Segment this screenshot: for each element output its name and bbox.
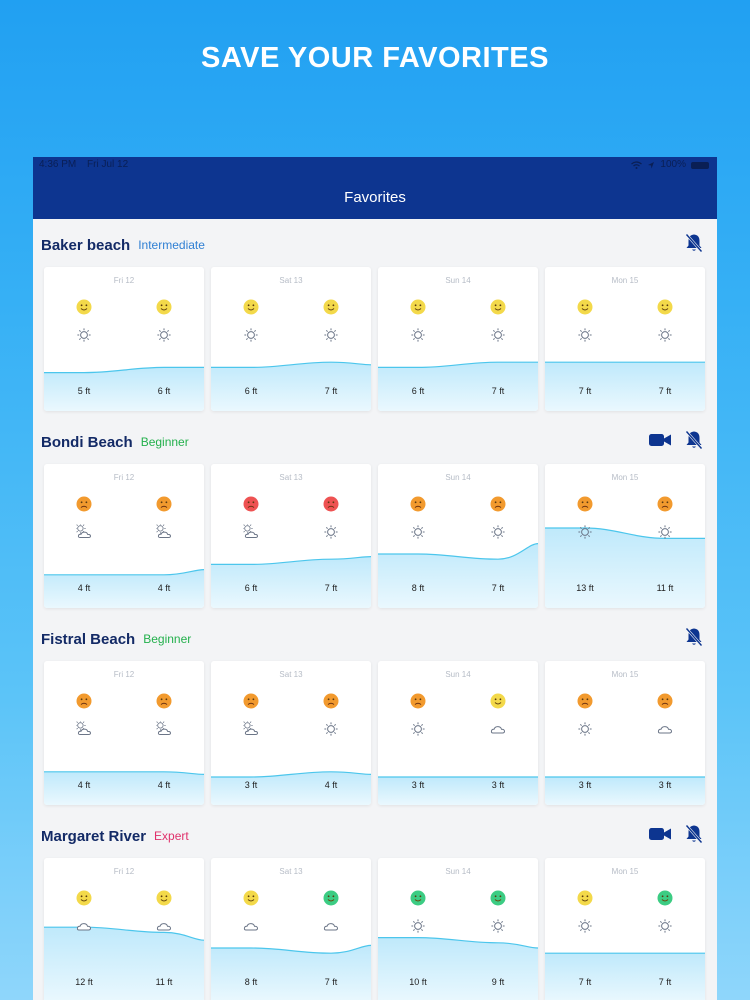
tablet-screen — [33, 157, 717, 1000]
spot-level: Intermediate — [138, 238, 205, 252]
rating-orange-icon — [323, 693, 339, 709]
rating-red-icon — [323, 496, 339, 512]
forecast-day: Sun 14 — [445, 670, 471, 679]
forecast-day: Sat 13 — [279, 473, 303, 482]
forecast-day: Fri 12 — [113, 276, 135, 285]
weather-cloud-icon — [156, 918, 172, 934]
battery-percent: 100% — [660, 159, 686, 170]
forecast-day: Fri 12 — [113, 670, 135, 679]
rating-green-icon — [323, 890, 339, 906]
wave-height: 7 ft — [578, 977, 592, 987]
weather-sun-icon — [577, 918, 593, 934]
forecast-card[interactable] — [378, 661, 538, 805]
forecast-card[interactable] — [378, 464, 538, 608]
forecast-card[interactable] — [44, 267, 204, 411]
rating-yellow-icon — [577, 299, 593, 315]
wave-height: 4 ft — [77, 583, 91, 593]
forecast-day: Sat 13 — [279, 670, 303, 679]
forecast-card[interactable] — [378, 267, 538, 411]
rating-orange-icon — [577, 496, 593, 512]
weather-sun-icon — [323, 524, 339, 540]
wave-height: 8 ft — [411, 583, 425, 593]
rating-orange-icon — [76, 496, 92, 512]
wave-height: 10 ft — [409, 977, 427, 987]
spot-name[interactable]: Baker beach — [41, 236, 131, 254]
spot-header — [41, 627, 703, 651]
wave-height: 6 ft — [244, 386, 258, 396]
forecast-card[interactable] — [44, 858, 204, 1000]
forecast-card[interactable] — [211, 267, 371, 411]
rating-yellow-icon — [577, 890, 593, 906]
wave-height: 3 ft — [411, 780, 425, 790]
wave-height: 8 ft — [244, 977, 258, 987]
favorites-list[interactable] — [33, 219, 717, 1000]
wave-height: 9 ft — [491, 977, 505, 987]
rating-yellow-icon — [156, 890, 172, 906]
forecast-day: Sat 13 — [279, 276, 303, 285]
wave-height: 7 ft — [324, 977, 338, 987]
forecast-card[interactable] — [211, 464, 371, 608]
weather-sun-icon — [490, 918, 506, 934]
forecast-card[interactable] — [44, 661, 204, 805]
location-icon — [647, 161, 655, 169]
wave-height: 4 ft — [157, 583, 171, 593]
rating-yellow-icon — [323, 299, 339, 315]
wave-height: 7 ft — [324, 583, 338, 593]
rating-yellow-icon — [657, 299, 673, 315]
spot-section[interactable] — [33, 613, 717, 810]
forecast-card[interactable] — [545, 661, 705, 805]
weather-partly-icon — [76, 524, 92, 540]
spot-section[interactable] — [33, 810, 717, 1000]
weather-cloud-icon — [76, 918, 92, 934]
camera-icon[interactable] — [649, 433, 671, 452]
weather-sun-icon — [410, 524, 426, 540]
weather-partly-icon — [156, 524, 172, 540]
spot-level: Expert — [154, 829, 189, 843]
rating-orange-icon — [410, 693, 426, 709]
weather-sun-icon — [243, 327, 259, 343]
rating-yellow-icon — [490, 693, 506, 709]
forecast-day: Mon 15 — [611, 867, 639, 876]
wave-height: 6 ft — [244, 583, 258, 593]
bell-off-icon[interactable] — [685, 233, 703, 258]
weather-sun-icon — [410, 721, 426, 737]
spot-level: Beginner — [143, 632, 192, 646]
wave-height: 11 ft — [656, 583, 674, 593]
wave-height: 3 ft — [244, 780, 258, 790]
weather-sun-icon — [657, 918, 673, 934]
forecast-day: Mon 15 — [611, 276, 639, 285]
weather-cloud-icon — [490, 721, 506, 737]
wave-height: 7 ft — [658, 386, 672, 396]
forecast-day: Sun 14 — [445, 276, 471, 285]
rating-orange-icon — [410, 496, 426, 512]
weather-sun-icon — [577, 524, 593, 540]
weather-sun-icon — [577, 327, 593, 343]
weather-cloud-icon — [657, 721, 673, 737]
rating-orange-icon — [243, 693, 259, 709]
status-bar — [33, 157, 717, 173]
wave-height: 4 ft — [324, 780, 338, 790]
rating-green-icon — [410, 890, 426, 906]
forecast-day: Sat 13 — [279, 867, 303, 876]
wave-height: 3 ft — [491, 780, 505, 790]
forecast-day: Mon 15 — [611, 473, 639, 482]
forecast-card[interactable] — [545, 464, 705, 608]
spot-level: Beginner — [140, 435, 189, 449]
weather-sun-icon — [490, 524, 506, 540]
forecast-day: Mon 15 — [611, 670, 639, 679]
camera-icon[interactable] — [649, 827, 671, 846]
weather-sun-icon — [657, 327, 673, 343]
weather-partly-icon — [243, 721, 259, 737]
wave-height: 13 ft — [576, 583, 594, 593]
weather-sun-icon — [577, 721, 593, 737]
forecast-card[interactable] — [545, 858, 705, 1000]
weather-sun-icon — [76, 327, 92, 343]
rating-red-icon — [243, 496, 259, 512]
weather-sun-icon — [410, 327, 426, 343]
rating-orange-icon — [156, 693, 172, 709]
wave-height: 4 ft — [157, 780, 171, 790]
spot-section[interactable] — [33, 219, 717, 416]
status-time: 4:36 PM — [39, 159, 77, 170]
forecast-day: Fri 12 — [113, 867, 135, 876]
forecast-day: Fri 12 — [113, 473, 135, 482]
spot-name[interactable]: Margaret River — [41, 827, 147, 845]
wifi-icon — [631, 161, 642, 169]
wave-height: 6 ft — [157, 386, 171, 396]
wave-height: 5 ft — [77, 386, 91, 396]
forecast-card[interactable] — [44, 464, 204, 608]
spot-name[interactable]: Bondi Beach — [41, 433, 133, 451]
spot-name[interactable]: Fistral Beach — [41, 630, 136, 648]
weather-sun-icon — [323, 327, 339, 343]
wave-height: 7 ft — [324, 386, 338, 396]
weather-sun-icon — [323, 721, 339, 737]
forecast-day: Sun 14 — [445, 867, 471, 876]
wave-height: 3 ft — [578, 780, 592, 790]
wave-height: 7 ft — [491, 583, 505, 593]
forecast-card[interactable] — [211, 858, 371, 1000]
rating-yellow-icon — [243, 890, 259, 906]
rating-green-icon — [490, 890, 506, 906]
wave-height: 7 ft — [658, 977, 672, 987]
wave-height: 6 ft — [411, 386, 425, 396]
spot-section[interactable] — [33, 416, 717, 613]
rating-orange-icon — [657, 496, 673, 512]
forecast-day: Sun 14 — [445, 473, 471, 482]
rating-orange-icon — [156, 496, 172, 512]
wave-height: 12 ft — [75, 977, 93, 987]
rating-yellow-icon — [410, 299, 426, 315]
spot-header — [41, 824, 703, 848]
battery-icon — [691, 162, 709, 169]
weather-sun-icon — [490, 327, 506, 343]
page-title: Favorites — [344, 189, 406, 206]
bell-off-icon[interactable] — [685, 627, 703, 652]
rating-orange-icon — [76, 693, 92, 709]
wave-height: 11 ft — [155, 977, 173, 987]
bell-off-icon[interactable] — [685, 430, 703, 455]
weather-partly-icon — [243, 524, 259, 540]
rating-yellow-icon — [243, 299, 259, 315]
weather-sun-icon — [156, 327, 172, 343]
forecast-card[interactable] — [211, 661, 371, 805]
weather-sun-icon — [657, 524, 673, 540]
bell-off-icon[interactable] — [685, 824, 703, 849]
wave-height: 4 ft — [77, 780, 91, 790]
rating-yellow-icon — [156, 299, 172, 315]
navigation-bar — [33, 157, 717, 219]
wave-height: 7 ft — [578, 386, 592, 396]
rating-orange-icon — [577, 693, 593, 709]
weather-partly-icon — [76, 721, 92, 737]
promo-headline: SAVE YOUR FAVORITES — [201, 42, 549, 74]
forecast-card[interactable] — [545, 267, 705, 411]
spot-header — [41, 430, 703, 454]
wave-height: 3 ft — [658, 780, 672, 790]
rating-yellow-icon — [76, 299, 92, 315]
weather-cloud-icon — [323, 918, 339, 934]
rating-orange-icon — [657, 693, 673, 709]
rating-yellow-icon — [76, 890, 92, 906]
forecast-card[interactable] — [378, 858, 538, 1000]
weather-cloud-icon — [243, 918, 259, 934]
rating-green-icon — [657, 890, 673, 906]
spot-header — [41, 233, 703, 257]
rating-orange-icon — [490, 496, 506, 512]
wave-height: 7 ft — [491, 386, 505, 396]
weather-sun-icon — [410, 918, 426, 934]
rating-yellow-icon — [490, 299, 506, 315]
weather-partly-icon — [156, 721, 172, 737]
status-date: Fri Jul 12 — [87, 159, 129, 170]
